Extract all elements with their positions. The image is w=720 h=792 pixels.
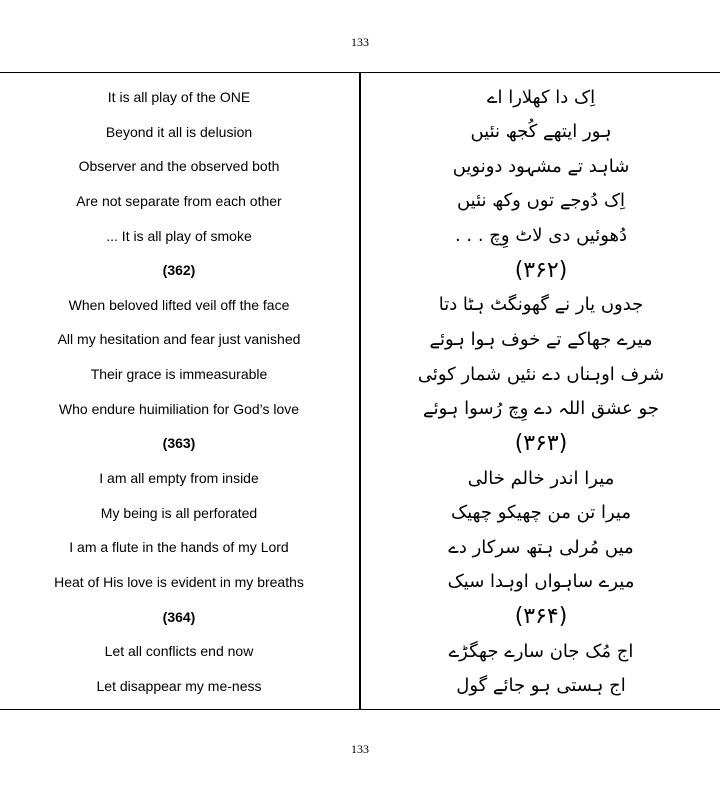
urdu-stanza-number: (۳۶۳) [514, 430, 568, 456]
urdu-verse-line: میرے جھاکے تے خوف ہوا ہوئے [429, 328, 653, 350]
page-number-top: 133 [351, 35, 369, 49]
urdu-verse-line: اِک دا کھلارا اے [486, 86, 596, 108]
urdu-stanza-number: (۳۶۴) [514, 604, 568, 630]
english-verse-line: ... It is all play of smoke [106, 227, 252, 244]
urdu-verse-line: جدوں یار نے گھونگٹ ہٹا دتا [438, 294, 644, 316]
english-stanza-number: (363) [162, 435, 196, 452]
english-verse-line: I am all empty from inside [99, 470, 259, 487]
english-verse-line: All my hesitation and fear just vanished [57, 331, 301, 348]
urdu-verse-line: میرا اندر خالم خالی [467, 467, 615, 489]
english-verse-line: Let all conflicts end now [104, 643, 254, 660]
column-divider [359, 72, 361, 709]
english-verse-line: Let disappear my me-ness [96, 677, 262, 694]
page-number-bottom: 133 [351, 742, 369, 756]
urdu-verse-line: اج ہستی ہو جائے گول [456, 675, 626, 697]
urdu-verse-line: اج مُک جان سارے جھگڑے [448, 640, 634, 662]
english-verse-line: I am a flute in the hands of my Lord [69, 539, 289, 556]
english-verse-line: Their grace is immeasurable [90, 366, 268, 383]
urdu-column [362, 80, 720, 703]
english-verse-line: Who endure huimiliation for God’s love [58, 400, 300, 417]
english-verse-line: Observer and the observed both [78, 158, 280, 175]
urdu-verse-line: جو عشق اللہ دے وِچ رُسوا ہوئے [423, 398, 659, 420]
english-stanza-number: (364) [162, 608, 196, 625]
english-verse-line: When beloved lifted veil off the face [68, 296, 290, 313]
urdu-verse-line: دُھوئیں دی لاٹ وِچ . . . [454, 225, 628, 247]
english-stanza-number: (362) [162, 262, 196, 279]
urdu-verse-line: میرے ساہواں اوہدا سیک [447, 571, 635, 593]
bottom-rule [0, 709, 720, 710]
urdu-verse-line: ہور ایتھے کُجھ نئیں [470, 121, 612, 143]
urdu-stanza-number: (۳۶۲) [514, 257, 568, 283]
english-verse-line: It is all play of the ONE [107, 89, 251, 105]
english-verse-line: Heat of His love is evident in my breaths [54, 573, 304, 590]
english-column [0, 80, 358, 703]
english-verse-line: Beyond it all is delusion [105, 123, 253, 140]
urdu-verse-line: میں مُرلی ہتھ سرکار دے [448, 536, 634, 558]
urdu-verse-line: شرف اوہناں دے نئیں شمار کوئی [417, 363, 665, 385]
english-verse-line: My being is all perforated [100, 504, 258, 521]
urdu-verse-line: میرا تن من چھیکو چھیک [451, 502, 632, 524]
english-verse-line: Are not separate from each other [76, 192, 282, 209]
urdu-verse-line: اِک دُوجے توں وکھ نئیں [456, 190, 626, 212]
urdu-verse-line: شاہد تے مشہود دونویں [452, 155, 630, 177]
